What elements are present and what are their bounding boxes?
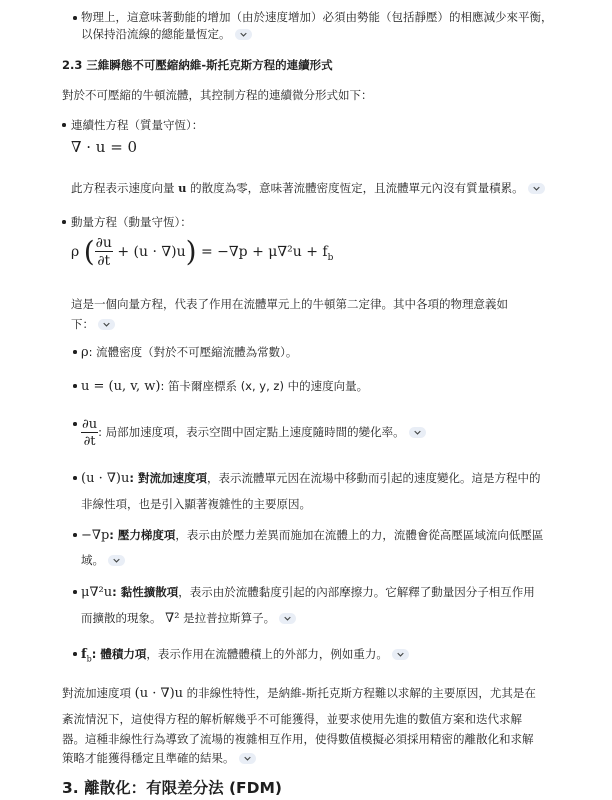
- summary-line-1b: 的非線性特性，是納維-斯托克斯方程難以求解的主要原因，尤其是在: [183, 686, 536, 700]
- term-pressure-line-2: [81, 552, 125, 568]
- paren-open: (: [83, 235, 95, 268]
- bullet: [73, 590, 77, 594]
- rho-symbol: ρ: [71, 244, 80, 260]
- eq-denominator: ∂t: [97, 253, 111, 269]
- chevron-down-icon: [103, 322, 110, 327]
- paren-close: ): [185, 235, 197, 268]
- term-body-force: [81, 646, 409, 667]
- expand-chip[interactable]: [279, 613, 296, 624]
- chevron-down-icon: [244, 756, 251, 761]
- bullet: [73, 422, 77, 426]
- term-viscous-line-2: [81, 610, 296, 627]
- expand-chip[interactable]: [409, 427, 426, 438]
- bullet: [73, 16, 77, 20]
- expand-chip[interactable]: [392, 649, 409, 660]
- term-viscous-text-2b: 是拉普拉斯算子。: [179, 611, 276, 625]
- term-pressure-label: : 壓力梯度項: [109, 528, 176, 542]
- term-viscous-text: ，表示由於流體黏度引起的內部摩擦力。它解釋了動量因分子相互作用: [178, 585, 535, 599]
- chevron-down-icon: [240, 32, 247, 37]
- intro-line-1: 物理上，這意味著動能的增加（由於速度增加）必須由勢能（包括靜壓）的相應減少來平衡，: [81, 10, 553, 24]
- section-heading-3: 3. 離散化：有限差分法 (FDM): [62, 779, 283, 797]
- term-convective-text: ，表示流體單元因在流場中移動而引起的速度變化。這是方程中的: [206, 471, 541, 485]
- continuity-description: [71, 180, 545, 196]
- term-convective-label: : 對流加速度項: [129, 471, 207, 485]
- continuity-equation: ∇ · u = 0: [71, 138, 138, 156]
- momentum-desc-line-2: [71, 316, 115, 332]
- expand-chip[interactable]: [108, 555, 125, 566]
- chevron-down-icon: [397, 652, 404, 657]
- bullet: [73, 350, 77, 354]
- expand-chip[interactable]: [528, 183, 545, 194]
- summary-line-3: 器。這種非線性行為導致了流場的複雜相互作用，使得數值模擬必須採用精密的離散化和求解: [62, 732, 534, 746]
- bullet: [73, 533, 77, 537]
- momentum-title: 動量方程（動量守恆）：: [71, 215, 192, 229]
- continuity-title: 連續性方程（質量守恆）：: [71, 118, 204, 132]
- equation-rhs: = −∇p + μ∇²u + f: [201, 244, 328, 260]
- term-pressure-text-2: 域。: [81, 553, 104, 567]
- laplacian-symbol: ∇²: [165, 611, 180, 626]
- term-viscous-line-1: [81, 584, 535, 601]
- bullet: [73, 652, 77, 656]
- term-convective-line-2: 非線性項，也是引入顯著複雜性的主要原因。: [81, 497, 311, 511]
- local-derivative: [81, 418, 98, 448]
- eq-subscript: b: [327, 252, 334, 263]
- summary-line-4-text: 策略才能獲得穩定且準確的結果。: [62, 751, 235, 765]
- term-local-text: : 局部加速度項，表示空間中固定點上速度隨時間的變化率。: [98, 425, 405, 439]
- local-denominator: ∂t: [83, 433, 96, 449]
- momentum-desc-line-1: 這是一個向量方程，代表了作用在流體單元上的牛頓第二定律。其中各項的物理意義如: [71, 297, 508, 311]
- convective-symbol: (u · ∇)u: [134, 686, 184, 701]
- section-intro: 對於不可壓縮的牛頓流體，其控制方程的連續微分形式如下：: [62, 88, 373, 102]
- term-body-force-label: : 體積力項: [91, 647, 147, 661]
- momentum-equation: [71, 232, 333, 272]
- velocity-vector: u = (u, v, w): [81, 379, 161, 394]
- summary-line-4: [62, 750, 256, 766]
- momentum-desc-line-2-text: 下：: [71, 317, 94, 331]
- chevron-down-icon: [414, 430, 421, 435]
- body-force-symbol: f: [81, 647, 87, 662]
- bullet: [62, 123, 66, 127]
- summary-line-1a: 對流加速度項: [62, 686, 135, 700]
- chevron-down-icon: [533, 186, 540, 191]
- term-velocity: [81, 378, 368, 395]
- term-density-text: : 流體密度（對於不可壓縮流體為常數）。: [88, 345, 298, 359]
- expand-chip[interactable]: [98, 319, 115, 330]
- summary-line-1: [62, 685, 536, 702]
- expand-chip[interactable]: [235, 29, 252, 40]
- expand-chip[interactable]: [239, 753, 256, 764]
- bullet: [62, 220, 66, 224]
- convective-term: + (u · ∇)u: [117, 244, 186, 260]
- term-body-force-text: ，表示作用在流體體積上的外部力，例如重力。: [146, 647, 388, 661]
- continuity-desc-a: 此方程表示速度向量: [71, 181, 179, 195]
- summary-line-2: 紊流情況下，這使得方程的解析解幾乎不可能獲得，並要求使用先進的數值方案和迭代求解: [62, 712, 522, 726]
- pressure-symbol: −∇p: [81, 528, 110, 543]
- term-pressure-text: ，表示由於壓力差異而施加在流體上的力，流體會從高壓區域流向低壓區: [175, 528, 544, 542]
- rho-symbol: ρ: [81, 345, 89, 360]
- local-numerator: ∂u: [82, 416, 98, 432]
- term-pressure-line-1: [81, 527, 543, 544]
- term-convective-line-1: [81, 470, 540, 487]
- body-force-subscript: b: [86, 654, 92, 664]
- term-local-acceleration: [81, 414, 426, 450]
- term-density: [81, 344, 297, 361]
- velocity-symbol: u: [178, 181, 187, 195]
- chevron-down-icon: [284, 616, 291, 621]
- section-heading-2-3: 2.3 三維瞬態不可壓縮納維-斯托克斯方程的連續形式: [62, 58, 333, 72]
- term-velocity-text: : 笛卡爾座標系 (x, y, z) 中的速度向量。: [160, 379, 369, 393]
- chevron-down-icon: [113, 558, 120, 563]
- time-derivative: [95, 236, 113, 268]
- eq-numerator: ∂u: [95, 235, 112, 251]
- bullet: [73, 384, 77, 388]
- convective-symbol: (u · ∇)u: [81, 471, 130, 486]
- viscous-symbol: μ∇²u: [81, 585, 113, 600]
- term-viscous-label: : 黏性擴散項: [112, 585, 179, 599]
- intro-line-2-text: 以保持沿流線的總能量恆定。: [81, 27, 231, 41]
- continuity-desc-b: 的散度為零，意味著流體密度恆定，且流體單元內沒有質量積累。: [186, 181, 524, 195]
- bullet: [73, 476, 77, 480]
- intro-line-2: [81, 26, 252, 42]
- term-viscous-text-2a: 而擴散的現象。: [81, 611, 166, 625]
